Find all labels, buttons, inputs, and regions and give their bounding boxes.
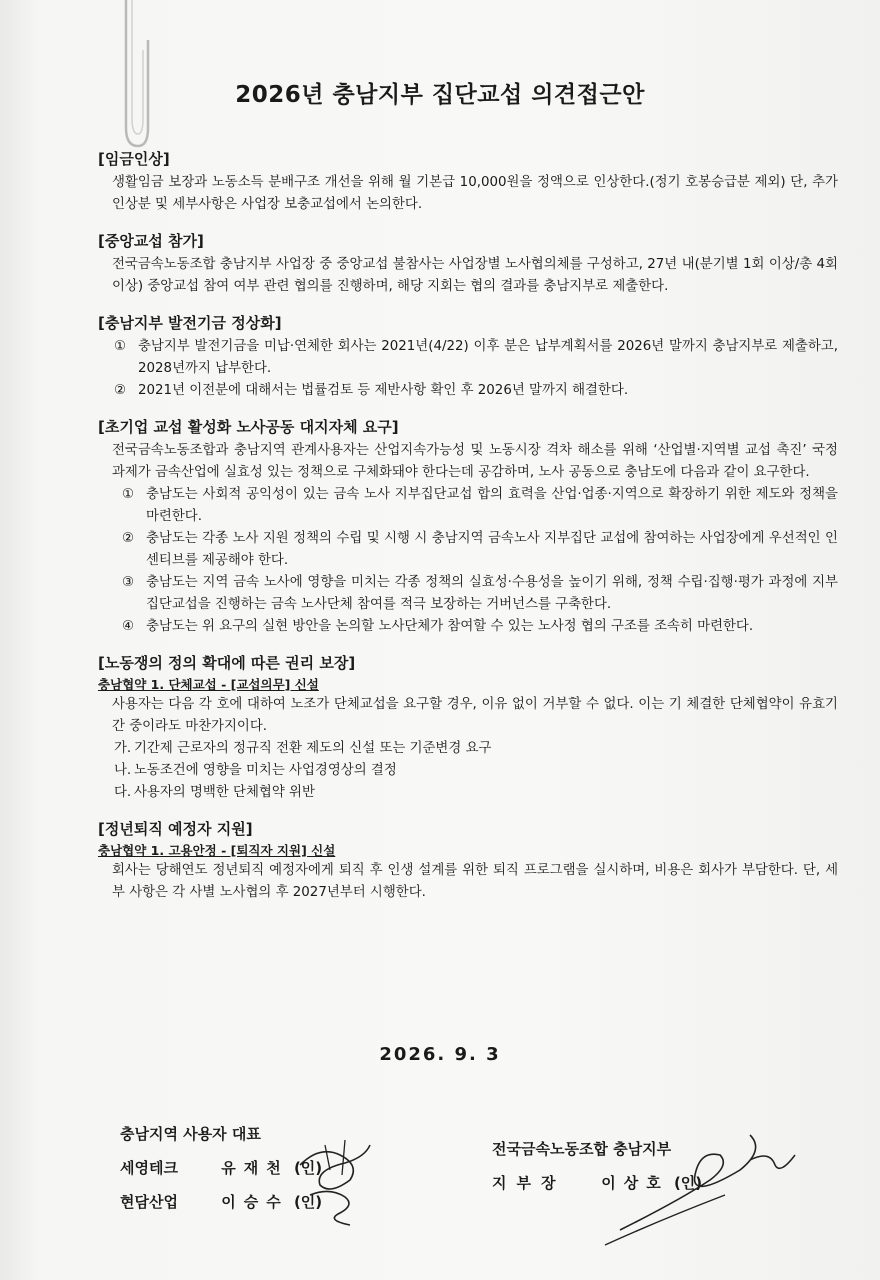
item-text: 충남도는 위 요구의 실현 방안을 논의할 노사단체가 참여할 수 있는 노사정 협의 구조를 조속히 마련한다.: [146, 619, 754, 634]
section-heading-wage: [임금인상]: [98, 150, 170, 168]
employer-signature-block: [120, 1117, 322, 1219]
section-paragraph: 전국금속노동조합 충남지부 사업장 중 중앙교섭 불참사는 사업장별 노사협의체를 구성하고, 27년 내(분기별 1회 이상/총 4회 이상) 중앙교섭 참여 여부 관련 협의를 진행하며, 해당 지회는 협의 결과를 충남지부로 제출한다.: [112, 257, 838, 294]
company-name: 세영테크: [120, 1159, 178, 1177]
section-heading-regional-demand: [초기업 교섭 활성화 노사공동 대지자체 요구]: [98, 418, 399, 436]
list-item: [98, 782, 838, 804]
item-text: 사용자의 명백한 단체협약 위반: [134, 785, 315, 800]
item-text: 충남도는 사회적 공익성이 있는 금속 노사 지부집단교섭 합의 효력을 산업·업종·지역으로 확장하기 위한 제도와 정책을 마련한다.: [146, 487, 838, 524]
item-number: ②: [114, 383, 127, 398]
item-number: 나.: [114, 763, 132, 778]
item-number: ①: [122, 487, 135, 502]
item-text: 충남도는 각종 노사 지원 정책의 수립 및 시행 시 충남지역 금속노사 지부집단 교섭에 참여하는 사업장에게 우선적인 인센티브를 제공해야 한다.: [146, 531, 838, 568]
item-number: 다.: [114, 785, 132, 800]
signer-name: 이상호: [601, 1174, 669, 1192]
numbered-item: [98, 380, 838, 402]
union-heading: 전국금속노동조합 충남지부: [492, 1140, 672, 1158]
section-heading-development-fund: [충남지부 발전기금 정상화]: [98, 314, 282, 332]
seal-mark: (인): [293, 1193, 323, 1211]
section-heading-central-bargaining: [중앙교섭 참가]: [98, 232, 204, 250]
paper-clip-icon: [118, 0, 152, 150]
numbered-item: [98, 616, 838, 638]
document-date: 2026. 9. 3: [379, 1044, 501, 1065]
signature-row: [120, 1151, 322, 1185]
item-text: 기간제 근로자의 정규직 전환 제도의 신설 또는 기준변경 요구: [134, 741, 492, 756]
item-number: ①: [114, 339, 127, 354]
section-paragraph: 사용자는 다음 각 호에 대하여 노조가 단체교섭을 요구할 경우, 이유 없이 거부할 수 없다. 이는 기 체결한 단체협약이 유효기간 중이라도 마찬가지이다.: [112, 697, 838, 734]
numbered-item: [98, 528, 838, 572]
signer-name: 유재천: [221, 1159, 289, 1177]
signature-row: [492, 1166, 702, 1200]
item-text: 충남지부 발전기금을 미납·연체한 회사는 2021년(4/22) 이후 분은 납부계획서를 2026년 말까지 충남지부로 제출하고, 2028년까지 납부한다.: [138, 339, 838, 376]
seal-mark: (인): [673, 1174, 703, 1192]
item-number: ④: [122, 619, 135, 634]
section-heading-retiree-support: [정년퇴직 예정자 지원]: [98, 820, 253, 838]
section-heading-labor-dispute: [노동쟁의 정의 확대에 따른 권리 보장]: [98, 654, 356, 672]
numbered-item: [98, 484, 838, 528]
union-title: 지부장: [492, 1174, 566, 1192]
document-title: 2026년 충남지부 집단교섭 의견접근안: [235, 82, 645, 108]
signer-name: 이승수: [221, 1193, 289, 1211]
numbered-item: [98, 572, 838, 616]
signature-row: [120, 1185, 322, 1219]
employer-rep-heading: 충남지역 사용자 대표: [120, 1125, 261, 1143]
list-item: [98, 760, 838, 782]
item-number: 가.: [114, 741, 132, 756]
list-item: [98, 738, 838, 760]
numbered-item: [98, 336, 838, 380]
agreement-subheading: 충남협약 1. 단체교섭 - [교섭의무] 신설: [98, 677, 319, 692]
item-text: 2021년 이전분에 대해서는 법률검토 등 제반사항 확인 후 2026년 말까지 해결한다.: [138, 383, 629, 398]
item-number: ②: [122, 531, 135, 546]
item-text: 노동조건에 영향을 미치는 사업경영상의 결정: [134, 763, 397, 778]
section-paragraph: 전국금속노동조합과 충남지역 관계사용자는 산업지속가능성 및 노동시장 격차 해소를 위해 ‘산업별·지역별 교섭 촉진’ 국정 과제가 금속산업에 실효성 있는 정책으로 구체화돼야 한다는데 공감하며, 노사 공동으로 충남도에 다음과 같이 요구한다.: [112, 443, 838, 480]
section-paragraph: 생활임금 보장과 노동소득 분배구조 개선을 위해 월 기본급 10,000원을 정액으로 인상한다.(정기 호봉승급분 제외) 단, 추가 인상분 및 세부사항은 사업장 보충교섭에서 논의한다.: [112, 175, 838, 212]
seal-mark: (인): [293, 1159, 323, 1177]
agreement-subheading: 충남협약 1. 고용안정 - [퇴직자 지원] 신설: [98, 843, 336, 858]
item-text: 충남도는 지역 금속 노사에 영향을 미치는 각종 정책의 실효성·수용성을 높이기 위해, 정책 수립·집행·평가 과정에 지부집단교섭을 진행하는 금속 노사단체 참여를 적극 보장하는 거버넌스를 구축한다.: [146, 575, 838, 612]
item-number: ③: [122, 575, 135, 590]
union-signature-block: [492, 1132, 702, 1200]
company-name: 현담산업: [120, 1193, 178, 1211]
document-body: [98, 148, 838, 904]
section-paragraph: 회사는 당해연도 정년퇴직 예정자에게 퇴직 후 인생 설계를 위한 퇴직 프로그램을 실시하며, 비용은 회사가 부담한다. 단, 세부 사항은 각 사별 노사협의 후 2027년부터 시행한다.: [112, 863, 838, 900]
